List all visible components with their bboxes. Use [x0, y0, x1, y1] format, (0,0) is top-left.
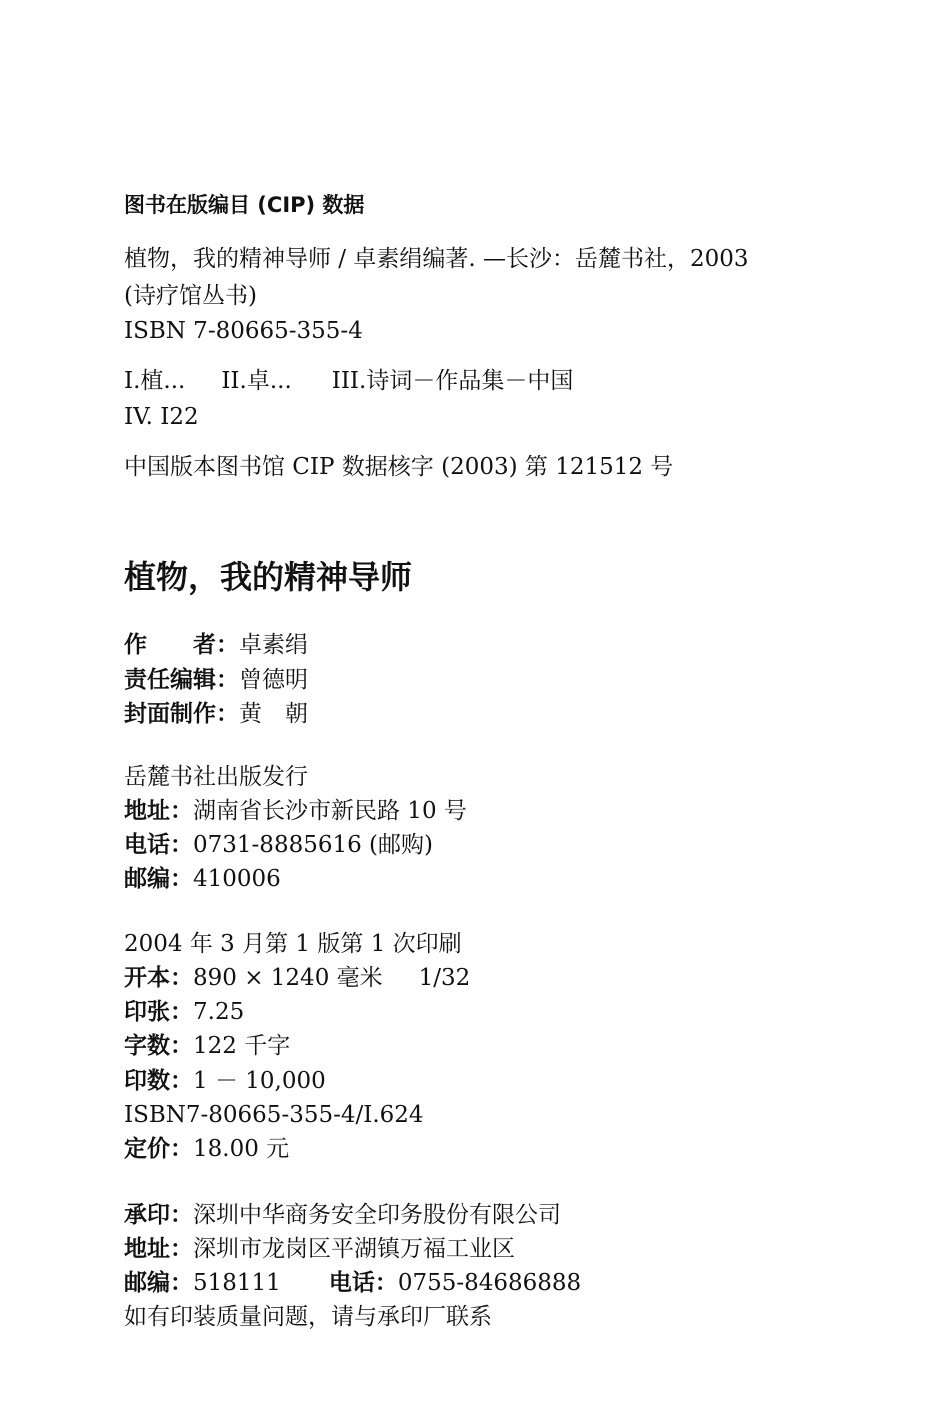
edition-price-label: 定价： [124, 1136, 193, 1162]
edition-format-size: 1/32 [418, 965, 471, 991]
credit-cover-value: 黄 朝 [239, 701, 308, 727]
printer-notice: 如有印装质量问题，请与承印厂联系 [124, 1304, 492, 1330]
cip-classification-3: III.诗词－作品集－中国 [331, 368, 574, 394]
printer-name [124, 1200, 561, 1230]
publisher-postcode-value: 410006 [193, 866, 281, 892]
publisher-phone [124, 830, 433, 860]
printer-postcode-label: 邮编： [124, 1270, 193, 1296]
printer-address [124, 1234, 515, 1264]
edition-format [124, 963, 470, 993]
edition-format-value: 890 × 1240 毫米 [193, 965, 383, 991]
cip-record-line: 植物，我的精神导师 / 卓素绢编著. —长沙：岳麓书社，2003 [124, 246, 749, 272]
edition-format-label: 开本： [124, 965, 193, 991]
credit-author-value: 卓素绢 [239, 632, 308, 658]
publisher-name: 岳麓书社出版发行 [124, 764, 308, 790]
edition-sheets-label: 印张： [124, 999, 193, 1025]
cip-isbn: ISBN 7-80665-355-4 [124, 318, 363, 344]
edition-copies [124, 1066, 326, 1096]
edition-words [124, 1031, 290, 1061]
printer-name-value: 深圳中华商务安全印务股份有限公司 [193, 1202, 561, 1228]
cip-classification-2: II.卓... [221, 368, 292, 394]
edition-price [124, 1134, 289, 1164]
publisher-address [124, 796, 467, 826]
credit-author-label: 作 者： [124, 632, 239, 658]
printer-postcode-value: 518111 [193, 1270, 281, 1296]
printer-contact [124, 1268, 581, 1298]
cip-series: (诗疗馆丛书) [124, 283, 257, 309]
credit-author [124, 630, 308, 660]
publisher-address-label: 地址： [124, 798, 193, 824]
printer-address-label: 地址： [124, 1236, 193, 1262]
publisher-postcode-label: 邮编： [124, 866, 193, 892]
edition-isbn-full: ISBN7-80665-355-4/I.624 [124, 1102, 424, 1128]
edition-sheets [124, 997, 244, 1027]
edition-words-value: 122 千字 [193, 1033, 291, 1059]
edition-copies-value: 1 － 10,000 [193, 1068, 326, 1094]
credit-editor-label: 责任编辑： [124, 667, 239, 693]
publisher-address-value: 湖南省长沙市新民路 10 号 [193, 798, 467, 824]
publisher-phone-value: 0731-8885616 (邮购) [193, 832, 433, 858]
printer-name-label: 承印： [124, 1202, 193, 1228]
printer-phone-value: 0755-84686888 [397, 1270, 582, 1296]
credit-cover-label: 封面制作： [124, 701, 239, 727]
edition-words-label: 字数： [124, 1033, 193, 1059]
credit-editor-value: 曾德明 [239, 667, 308, 693]
publisher-postcode [124, 864, 281, 894]
printer-phone-label: 电话： [328, 1270, 398, 1296]
cip-classification-4: IV. I22 [124, 404, 199, 430]
credit-cover [124, 699, 308, 729]
credit-editor [124, 665, 308, 695]
printer-address-value: 深圳市龙岗区平湖镇万福工业区 [193, 1236, 515, 1262]
cip-number: 中国版本图书馆 CIP 数据核字 (2003) 第 121512 号 [124, 454, 674, 480]
cip-classification-row [124, 366, 573, 396]
edition-price-value: 18.00 元 [193, 1136, 290, 1162]
edition-print-line: 2004 年 3 月第 1 版第 1 次印刷 [124, 931, 462, 957]
edition-copies-label: 印数： [124, 1068, 193, 1094]
cip-heading: 图书在版编目 (CIP) 数据 [124, 193, 365, 217]
edition-sheets-value: 7.25 [193, 999, 245, 1025]
cip-classification-1: I.植... [124, 368, 186, 394]
publisher-phone-label: 电话： [124, 832, 193, 858]
book-title: 植物，我的精神导师 [124, 558, 413, 596]
